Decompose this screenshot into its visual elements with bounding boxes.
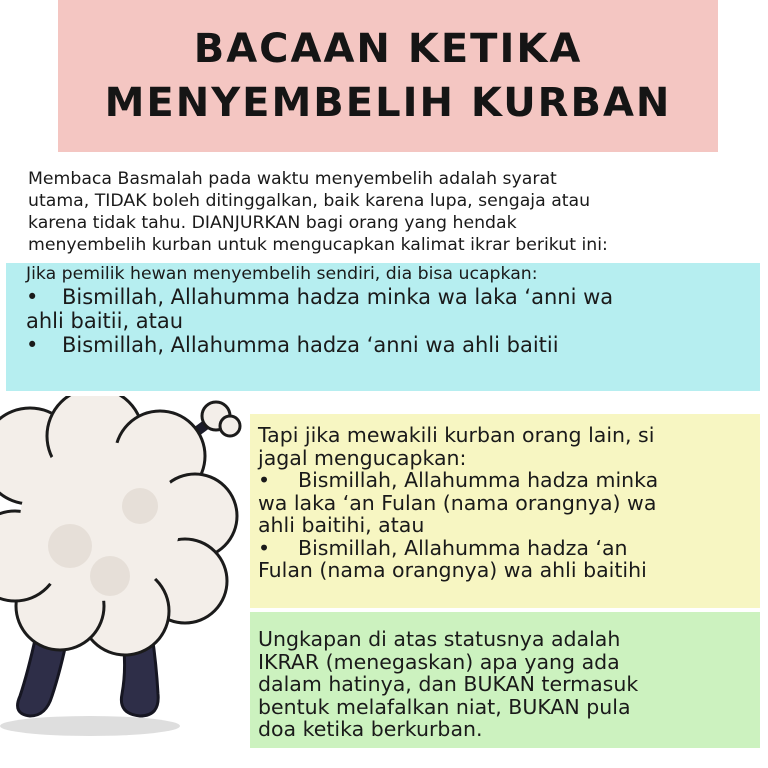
representative-section [250,414,760,608]
self-slaughter-section [6,263,760,391]
note-line: Ungkapan di atas statusnya adalah [258,627,621,651]
bullet-icon: • [26,285,39,309]
bullet-item [258,537,754,560]
bullet-item [26,285,760,309]
representative-lead: Tapi jika mewakili kurban orang lain, si [258,423,655,447]
title-banner [58,0,718,152]
representative-lead: jagal mengucapkan: [258,445,467,470]
bullet-icon: • [26,333,39,357]
intro-line: menyembelih kurban untuk mengucapkan kalimat ikrar berikut ini: [28,235,608,255]
note-line: dalam hatinya, dan BUKAN termasuk [258,672,639,696]
note-line: doa ketika berkurban. [258,717,483,741]
intro-paragraph [28,168,764,256]
bullet-text: Bismillah, Allahumma hadza ‘anni wa ahli baitii [62,333,559,357]
bullet-item [26,333,760,357]
bullet-continuation: ahli baitii, atau [26,309,184,333]
note-line: bentuk melafalkan niat, BUKAN pula [258,694,631,719]
sheep-illustration [0,396,250,768]
intro-line: utama, TIDAK boleh ditinggalkan, baik karena lupa, sengaja atau [28,191,591,211]
intro-line: Membaca Basmalah pada waktu menyembelih adalah syarat [28,169,557,189]
page-title-line-2: MENYEMBELIH KURBAN [104,80,672,126]
bullet-text: Bismillah, Allahumma hadza minka wa laka ‘anni wa [62,285,614,309]
bullet-icon: • [258,535,271,560]
note-line: IKRAR (menegaskan) apa yang ada [258,649,620,674]
bullet-icon: • [258,468,271,492]
bullet-continuation: ahli baitihi, atau [258,513,425,537]
page-title-line-1: BACAAN KETIKA [193,26,583,72]
intro-line: karena tidak tahu. DIANJURKAN bagi orang yang hendak [28,213,517,233]
self-slaughter-lead: Jika pemilik hewan menyembelih sendiri, dia bisa ucapkan: [26,264,538,284]
note-section [250,612,760,748]
bullet-continuation: Fulan (nama orangnya) wa ahli baitihi [258,558,647,582]
bullet-text: Bismillah, Allahumma hadza minka [298,468,659,492]
bullet-text: Bismillah, Allahumma hadza ‘an [298,535,628,560]
bullet-item [258,469,754,492]
bullet-continuation: wa laka ‘an Fulan (nama orangnya) wa [258,490,657,515]
